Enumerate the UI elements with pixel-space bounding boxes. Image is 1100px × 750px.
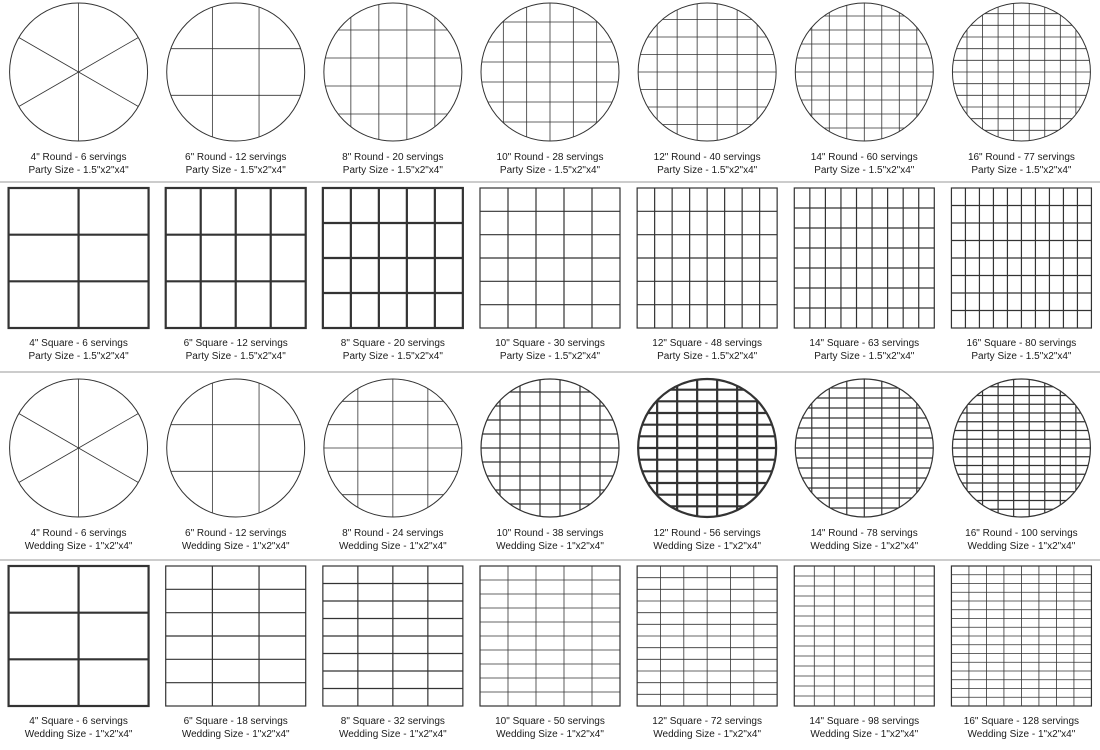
serving-size-label: Party Size - 1.5"x2"x4" [28,351,129,362]
cake-title: 12" Round - 40 servings [653,152,761,163]
serving-size-label: Party Size - 1.5"x2"x4" [499,165,601,176]
cake-title: 14" Square - 98 servings [809,716,920,727]
cake-title: 10" Square - 30 servings [495,338,605,349]
serving-size-label: Party Size - 1.5"x2"x4" [657,351,758,362]
serving-size-label: Wedding Size - 1"x2"x4" [967,729,1076,740]
serving-size-label: Party Size - 1.5"x2"x4" [657,165,758,176]
serving-size-label: Wedding Size - 1"x2"x4" [496,729,604,740]
serving-size-label: Wedding Size - 1"x2"x4" [24,729,133,740]
cake-title: 8" Square - 32 servings [340,716,445,727]
serving-size-label: Party Size - 1.5"x2"x4" [342,351,443,362]
cake-title: 16" Round - 77 servings [967,152,1075,163]
cake-title: 12" Square - 72 servings [652,716,763,727]
cake-title: 14" Round - 60 servings [810,152,918,163]
serving-size-label: Wedding Size - 1"x2"x4" [24,541,133,552]
cake-title: 12" Round - 56 servings [653,528,761,539]
cake-title: 6" Round - 12 servings [185,152,287,163]
serving-size-label: Wedding Size - 1"x2"x4" [967,541,1076,552]
cake-title: 10" Square - 50 servings [495,716,605,727]
serving-size-label: Party Size - 1.5"x2"x4" [185,165,286,176]
cake-title: 4" Square - 6 servings [29,716,128,727]
serving-size-label: Party Size - 1.5"x2"x4" [342,165,443,176]
serving-size-label: Party Size - 1.5"x2"x4" [499,351,601,362]
serving-size-label: Wedding Size - 1"x2"x4" [810,541,919,552]
cake-title: 8" Round - 24 servings [342,528,444,539]
serving-size-label: Wedding Size - 1"x2"x4" [810,729,919,740]
cake-title: 6" Square - 18 servings [183,716,288,727]
serving-size-label: Wedding Size - 1"x2"x4" [181,541,290,552]
serving-size-label: Wedding Size - 1"x2"x4" [653,729,762,740]
serving-size-label: Party Size - 1.5"x2"x4" [814,351,915,362]
cake-title: 6" Square - 12 servings [183,338,288,349]
cake-title: 12" Square - 48 servings [652,338,763,349]
serving-size-label: Party Size - 1.5"x2"x4" [28,165,129,176]
cake-title: 16" Round - 100 servings [965,528,1078,539]
cake-title: 10" Round - 38 servings [496,528,604,539]
cake-title: 8" Round - 20 servings [342,152,444,163]
serving-size-label: Wedding Size - 1"x2"x4" [338,541,447,552]
cake-title: 14" Round - 78 servings [810,528,918,539]
cake-title: 10" Round - 28 servings [496,152,604,163]
serving-size-label: Wedding Size - 1"x2"x4" [496,541,604,552]
cake-title: 16" Square - 80 servings [966,338,1077,349]
serving-size-label: Party Size - 1.5"x2"x4" [971,351,1072,362]
serving-size-label: Wedding Size - 1"x2"x4" [338,729,447,740]
cake-title: 16" Square - 128 servings [963,716,1080,727]
cake-title: 4" Square - 6 servings [29,338,128,349]
cake-title: 6" Round - 12 servings [185,528,287,539]
cake-title: 14" Square - 63 servings [809,338,920,349]
cake-title: 8" Square - 20 servings [340,338,445,349]
serving-size-label: Wedding Size - 1"x2"x4" [181,729,290,740]
serving-size-label: Party Size - 1.5"x2"x4" [814,165,915,176]
cake-title: 4" Round - 6 servings [30,152,127,163]
serving-size-label: Wedding Size - 1"x2"x4" [653,541,762,552]
cake-title: 4" Round - 6 servings [30,528,127,539]
serving-size-label: Party Size - 1.5"x2"x4" [185,351,286,362]
serving-size-label: Party Size - 1.5"x2"x4" [971,165,1072,176]
